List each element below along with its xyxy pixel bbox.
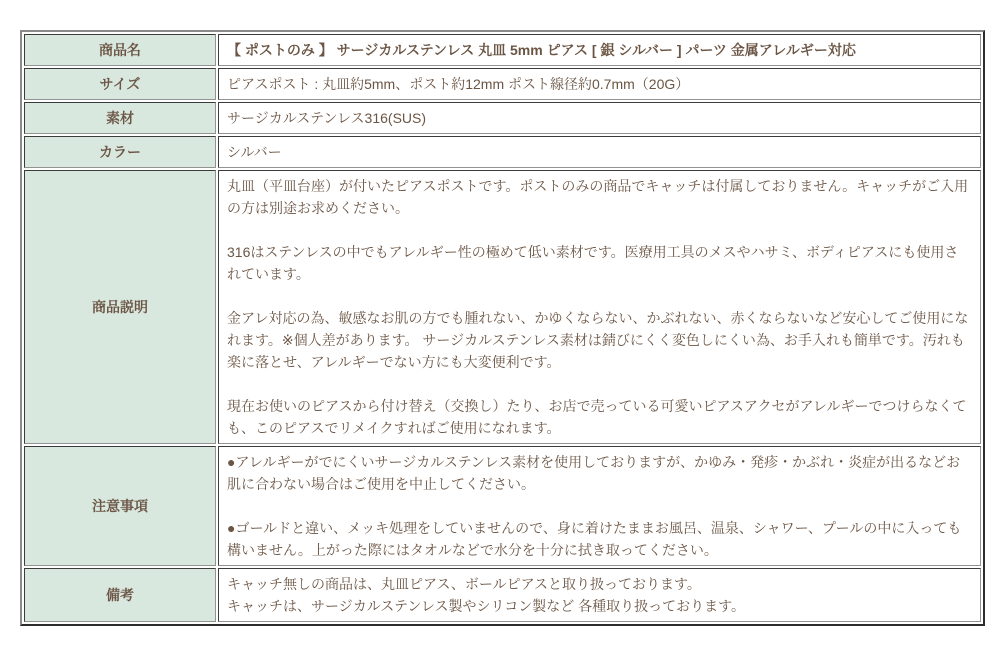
table-row bbox=[24, 446, 981, 566]
row-label: 商品説明 bbox=[24, 170, 216, 444]
row-label: 備考 bbox=[24, 568, 216, 622]
paragraph: キャッチ無しの商品は、丸皿ピアス、ボールピアスと取り扱っております。 bbox=[227, 576, 701, 592]
paragraph: キャッチは、サージカルステンレス製やシリコン製など 各種取り扱っております。 bbox=[227, 598, 746, 614]
table-row bbox=[24, 136, 981, 168]
table-row bbox=[24, 68, 981, 100]
product-table-body bbox=[24, 34, 981, 622]
row-content bbox=[218, 170, 981, 444]
paragraph: 丸皿（平皿台座）が付いたピアスポストです。ポストのみの商品でキャッチは付属しておりません。キャッチがご入用の方は別途お求めください。 bbox=[227, 178, 969, 216]
row-content bbox=[218, 446, 981, 566]
row-label: サイズ bbox=[24, 68, 216, 100]
row-content bbox=[218, 102, 981, 134]
paragraph: 金アレ対応の為、敏感なお肌の方でも腫れない、かゆくならない、かぶれない、赤くならないなど安心してご使用になれます。※個人差があります。 サージカルステンレス素材は錆びにくく変色しにくい為、お手入れも簡単です。汚れも楽に落とせ、アレルギーでない方にも大変便利です。 bbox=[227, 310, 969, 370]
row-content bbox=[218, 568, 981, 622]
paragraph: 【 ポストのみ 】 サージカルステンレス 丸皿 5mm ピアス [ 銀 シルバー ] パーツ 金属アレルギー対応 bbox=[227, 42, 856, 58]
row-label: 素材 bbox=[24, 102, 216, 134]
paragraph: サージカルステンレス316(SUS) bbox=[227, 110, 427, 126]
row-content bbox=[218, 136, 981, 168]
table-row bbox=[24, 102, 981, 134]
product-spec-table bbox=[20, 30, 985, 626]
paragraph: 現在お使いのピアスから付け替え（交換し）たり、お店で売っている可愛いピアスアクセがアレルギーでつけらなくても、このピアスでリメイクすればご使用になれます。 bbox=[227, 398, 967, 436]
row-label: カラー bbox=[24, 136, 216, 168]
paragraph: シルバー bbox=[227, 144, 282, 160]
paragraph: ●アレルギーがでにくいサージカルステンレス素材を使用しておりますが、かゆみ・発疹・かぶれ・炎症が出るなどお肌に合わない場合はご使用を中止してください。 bbox=[227, 454, 961, 492]
row-label: 注意事項 bbox=[24, 446, 216, 566]
paragraph: 316はステンレスの中でもアレルギー性の極めて低い素材です。医療用工具のメスやハサミ、ボディピアスにも使用されています。 bbox=[227, 244, 959, 282]
paragraph: ピアスポスト : 丸皿約5mm、ポスト約12mm ポスト線径約0.7mm（20G） bbox=[227, 76, 690, 92]
row-label: 商品名 bbox=[24, 34, 216, 66]
table-row bbox=[24, 568, 981, 622]
table-row bbox=[24, 34, 981, 66]
paragraph: ●ゴールドと違い、メッキ処理をしていませんので、身に着けたままお風呂、温泉、シャワー、プールの中に入っても構いません。上がった際にはタオルなどで水分を十分に拭き取ってください。 bbox=[227, 520, 962, 558]
row-content bbox=[218, 34, 981, 66]
table-row bbox=[24, 170, 981, 444]
row-content bbox=[218, 68, 981, 100]
